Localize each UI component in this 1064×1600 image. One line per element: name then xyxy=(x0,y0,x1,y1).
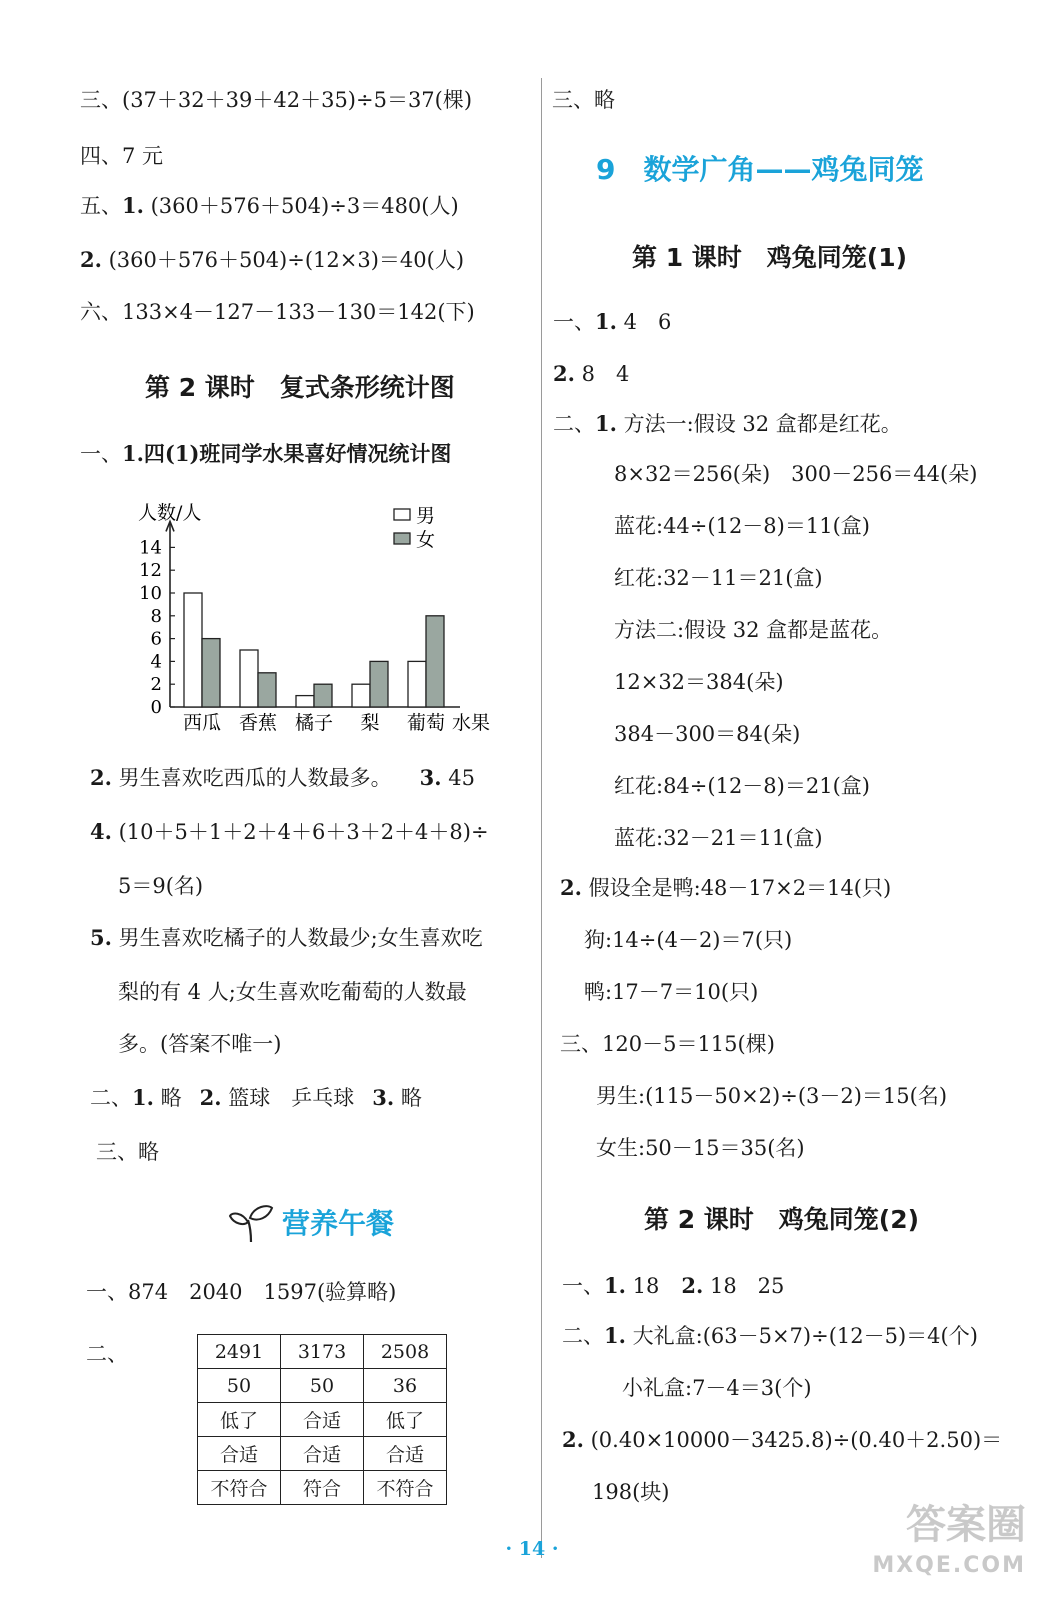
section-heading: 第 2 课时 鸡兔同笼(2) xyxy=(644,1205,920,1234)
answer-line: 三、略 xyxy=(552,88,615,112)
answer-line: 红花:84÷(12－8)＝21(盒) xyxy=(614,774,870,798)
answer-line: 一、1. 4 6 xyxy=(553,309,672,334)
answer-line: 2. 8 4 xyxy=(553,361,630,386)
y-tick-label: 14 xyxy=(139,537,162,559)
legend-swatch xyxy=(394,533,410,544)
x-tick-label: 橘子 xyxy=(294,712,334,734)
table-cell: 不符合 xyxy=(364,1471,447,1505)
table-cell: 50 xyxy=(281,1369,364,1403)
answer-line: 小礼盒:7－4＝3(个) xyxy=(622,1376,812,1400)
table-cell: 2491 xyxy=(198,1335,281,1369)
table-cell: 2508 xyxy=(364,1335,447,1369)
answer-line: 蓝花:44÷(12－8)＝11(盒) xyxy=(614,514,870,538)
answer-line: 384－300＝84(朵) xyxy=(614,722,801,746)
table-cell: 合适 xyxy=(281,1437,364,1471)
table-cell: 36 xyxy=(364,1369,447,1403)
answer-line: 方法二:假设 32 盒都是蓝花。 xyxy=(614,618,893,642)
answer-line: 4. (10＋5＋1＋2＋4＋6＋3＋2＋4＋8)÷ xyxy=(90,819,489,844)
table-cell: 50 xyxy=(198,1369,281,1403)
table-row xyxy=(198,1437,447,1471)
column-divider xyxy=(541,78,542,1558)
answer-line: 五、1. (360＋576＋504)÷3＝480(人) xyxy=(80,193,459,218)
bar xyxy=(240,650,258,707)
answer-line: 三、略 xyxy=(96,1140,159,1164)
answer-line: 二、1. 略 2. 篮球 乒乓球 3. 略 xyxy=(90,1085,422,1110)
answer-line: 三、120－5＝115(棵) xyxy=(560,1032,775,1056)
table-row xyxy=(198,1369,447,1403)
y-tick-label: 8 xyxy=(150,605,162,627)
legend-swatch xyxy=(394,509,410,520)
table-cell: 符合 xyxy=(281,1471,364,1505)
answer-line: 2. 男生喜欢吃西瓜的人数最多。 3. 45 xyxy=(90,765,475,790)
table-cell: 低了 xyxy=(198,1403,281,1437)
table-cell: 3173 xyxy=(281,1335,364,1369)
bar xyxy=(202,639,220,707)
x-tick-label: 葡萄 xyxy=(406,712,446,734)
x-axis-title: 水果 xyxy=(452,712,491,734)
y-tick-label: 6 xyxy=(150,628,162,650)
answer-line: 四、7 元 xyxy=(80,144,164,168)
table-cell: 合适 xyxy=(198,1437,281,1471)
section-heading: 第 1 课时 鸡兔同笼(1) xyxy=(632,243,908,272)
legend-label: 女 xyxy=(416,529,436,551)
answer-line: 2. (360＋576＋504)÷(12×3)＝40(人) xyxy=(80,247,465,272)
answer-line: 二、 xyxy=(86,1342,128,1366)
bar-chart xyxy=(130,495,500,745)
answer-line: 2. (0.40×10000－3425.8)÷(0.40＋2.50)＝ xyxy=(562,1427,1003,1452)
answer-line: 狗:14÷(4－2)＝7(只) xyxy=(584,928,793,952)
answer-line: 198(块) xyxy=(592,1480,670,1504)
y-tick-label: 12 xyxy=(139,560,162,582)
section-heading: 第 2 课时 复式条形统计图 xyxy=(145,373,455,402)
answer-line: 六、133×4－127－133－130＝142(下) xyxy=(80,300,475,324)
y-tick-label: 0 xyxy=(150,697,162,718)
answer-line: 2. 假设全是鸭:48－17×2＝14(只) xyxy=(560,875,892,900)
answer-line: 5. 男生喜欢吃橘子的人数最少;女生喜欢吃 xyxy=(90,925,483,950)
bar xyxy=(370,661,388,707)
answer-line: 多。(答案不唯一) xyxy=(118,1032,282,1056)
page-number: · 14 · xyxy=(505,1538,559,1560)
answer-line: 鸭:17－7＝10(只) xyxy=(584,980,759,1004)
answer-line: 一、1.四(1)班同学水果喜好情况统计图 xyxy=(80,441,452,466)
bar xyxy=(184,593,202,707)
watermark-url: MXQE.COM xyxy=(872,1553,1026,1578)
y-tick-label: 2 xyxy=(150,674,162,696)
y-tick-label: 4 xyxy=(150,651,162,673)
bar xyxy=(296,696,314,707)
y-axis-title: 人数/人 xyxy=(138,502,202,524)
answer-line: 5＝9(名) xyxy=(118,874,204,898)
answer-line: 三、(37＋32＋39＋42＋35)÷5＝37(棵) xyxy=(80,88,473,112)
x-tick-label: 香蕉 xyxy=(238,712,278,734)
watermark-logo: 答案圈 xyxy=(906,1502,1026,1548)
answer-line: 一、1. 18 2. 18 25 xyxy=(562,1273,785,1298)
chapter-title: 9 数学广角——鸡兔同笼 xyxy=(596,153,924,186)
section-heading: 营养午餐 xyxy=(282,1207,395,1240)
x-tick-label: 梨 xyxy=(360,712,380,734)
answer-line: 红花:32－11＝21(盒) xyxy=(614,566,823,590)
table-cell: 不符合 xyxy=(198,1471,281,1505)
answer-line: 12×32＝384(朵) xyxy=(614,670,784,694)
answer-line: 梨的有 4 人;女生喜欢吃葡萄的人数最 xyxy=(118,980,467,1004)
x-tick-label: 西瓜 xyxy=(182,712,222,734)
answer-line: 蓝花:32－21＝11(盒) xyxy=(614,826,823,850)
table-row xyxy=(198,1471,447,1505)
answer-line: 二、1. 大礼盒:(63－5×7)÷(12－5)＝4(个) xyxy=(562,1323,978,1348)
bar xyxy=(352,684,370,707)
answer-line: 一、874 2040 1597(验算略) xyxy=(86,1280,397,1304)
table-row xyxy=(198,1335,447,1369)
bar xyxy=(426,616,444,707)
sprout-icon xyxy=(228,1200,274,1244)
answer-line: 二、1. 方法一:假设 32 盒都是红花。 xyxy=(553,411,902,436)
table-cell: 低了 xyxy=(364,1403,447,1437)
y-tick-label: 10 xyxy=(139,583,162,604)
answer-table xyxy=(197,1334,447,1505)
bar xyxy=(258,673,276,707)
legend-label: 男 xyxy=(416,505,436,527)
table-row xyxy=(198,1403,447,1437)
answer-line: 8×32＝256(朵) 300－256＝44(朵) xyxy=(614,462,978,486)
bar xyxy=(408,661,426,707)
table-cell: 合适 xyxy=(364,1437,447,1471)
answer-line: 女生:50－15＝35(名) xyxy=(596,1136,805,1160)
answer-line: 男生:(115－50×2)÷(3－2)＝15(名) xyxy=(596,1084,948,1108)
bar xyxy=(314,684,332,707)
table-cell: 合适 xyxy=(281,1403,364,1437)
